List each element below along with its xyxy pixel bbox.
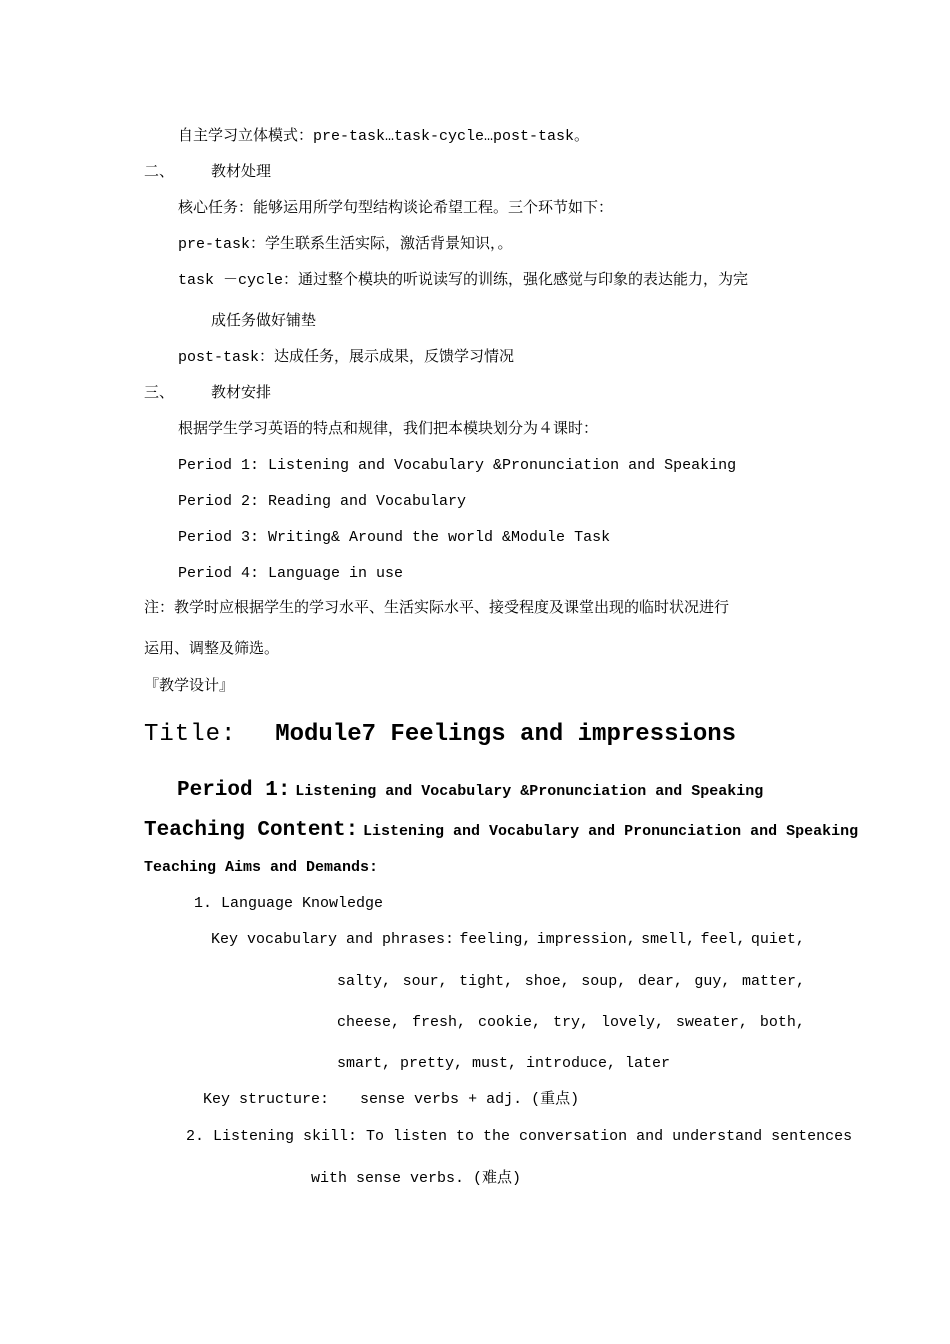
arrangement-intro: 根据学生学习英语的特点和规律，我们把本模块划分为４课时： <box>178 421 599 438</box>
vocab-word: soup, <box>581 973 627 990</box>
vocab-word: sweater, <box>675 1014 748 1031</box>
vocab-word: impression, <box>536 931 636 948</box>
vocab-word: fresh, <box>411 1014 466 1031</box>
period-heading <box>177 776 763 806</box>
vocab-word: cookie, <box>477 1014 541 1031</box>
teaching-content <box>144 816 858 846</box>
key-structure-text: sense verbs + adj. (重点) <box>360 1091 580 1108</box>
period-list-item-1: Period 1: Listening and Vocabulary &Pronunciation and Speaking <box>178 457 737 474</box>
core-task-line: 核心任务：能够运用所学句型结构谈论希望工程。三个环节如下： <box>178 200 614 217</box>
period-list-item-4: Period 4: Language in use <box>178 565 404 582</box>
vocabulary-label: Key vocabulary and phrases: <box>211 931 455 948</box>
period-text: Listening and Vocabulary &Pronunciation and Speaking <box>295 783 764 800</box>
module-title <box>144 720 736 750</box>
period-list-item-2: Period 2: Reading and Vocabulary <box>178 493 467 510</box>
vocab-word: salty, <box>337 973 392 990</box>
task-cycle-line-1: task －cycle：通过整个模块的听说读写的训练，强化感觉与印象的表达能力，为完 <box>178 272 749 289</box>
note-line-2: 运用、调整及筛选。 <box>144 641 280 658</box>
listening-skill-line-2: with sense verbs. (难点) <box>311 1170 522 1187</box>
vocab-word: both, <box>759 1014 805 1031</box>
vocab-word: dear, <box>637 973 683 990</box>
vocab-word: guy, <box>694 973 731 990</box>
post-task-line: post-task：达成任务，展示成果，反馈学习情况 <box>178 349 515 366</box>
vocab-word: quiet, <box>750 931 805 948</box>
vocabulary-row-4: smart, pretty, must, introduce, later <box>337 1055 671 1072</box>
title-label: Title: <box>144 721 237 748</box>
period-label: Period 1: <box>177 779 291 802</box>
vocab-word: shoe, <box>524 973 570 990</box>
vocab-word: matter, <box>741 973 805 990</box>
listening-skill-line-1: 2. Listening skill: To listen to the conversation and understand sentences <box>186 1128 853 1145</box>
vocabulary-row-2 <box>337 972 805 992</box>
period-list-item-3: Period 3: Writing& Around the world &Module Task <box>178 529 611 546</box>
vocab-word: lovely, <box>600 1014 664 1031</box>
teaching-design-heading: 『教学设计』 <box>144 678 235 695</box>
vocab-word: tight, <box>459 973 514 990</box>
note-line-1: 注：教学时应根据学生的学习水平、生活实际水平、接受程度及课堂出现的临时状况进行 <box>144 600 730 617</box>
section-two-number: 二、 <box>144 164 175 181</box>
teaching-content-text: Listening and Vocabulary and Pronunciation and Speaking <box>363 823 859 840</box>
section-three-title: 教材安排 <box>211 385 272 402</box>
teaching-content-label: Teaching Content: <box>144 819 359 842</box>
section-three-number: 三、 <box>144 385 175 402</box>
vocab-word: cheese, <box>337 1014 401 1031</box>
language-knowledge-heading: 1. Language Knowledge <box>194 895 384 912</box>
key-structure <box>203 1090 579 1110</box>
key-structure-label: Key structure: <box>203 1091 330 1108</box>
vocab-word: smell, <box>641 931 696 948</box>
vocab-word: feeling, <box>459 931 532 948</box>
vocab-word: feel, <box>700 931 746 948</box>
task-cycle-line-2: 成任务做好铺垫 <box>211 313 317 330</box>
vocab-word: sour, <box>402 973 448 990</box>
vocabulary-row-3 <box>337 1013 805 1033</box>
title-main: Module7 Feelings and impressions <box>275 721 737 748</box>
teaching-aims-heading: Teaching Aims and Demands: <box>144 859 379 876</box>
section-two-title: 教材处理 <box>211 164 272 181</box>
vocabulary-row-1 <box>211 930 805 950</box>
pre-task-line: pre-task：学生联系生活实际，激活背景知识，。 <box>178 236 513 253</box>
vocab-word: try, <box>552 1014 589 1031</box>
self-study-mode-line: 自主学习立体模式：pre-task…task-cycle…post-task。 <box>178 128 590 145</box>
